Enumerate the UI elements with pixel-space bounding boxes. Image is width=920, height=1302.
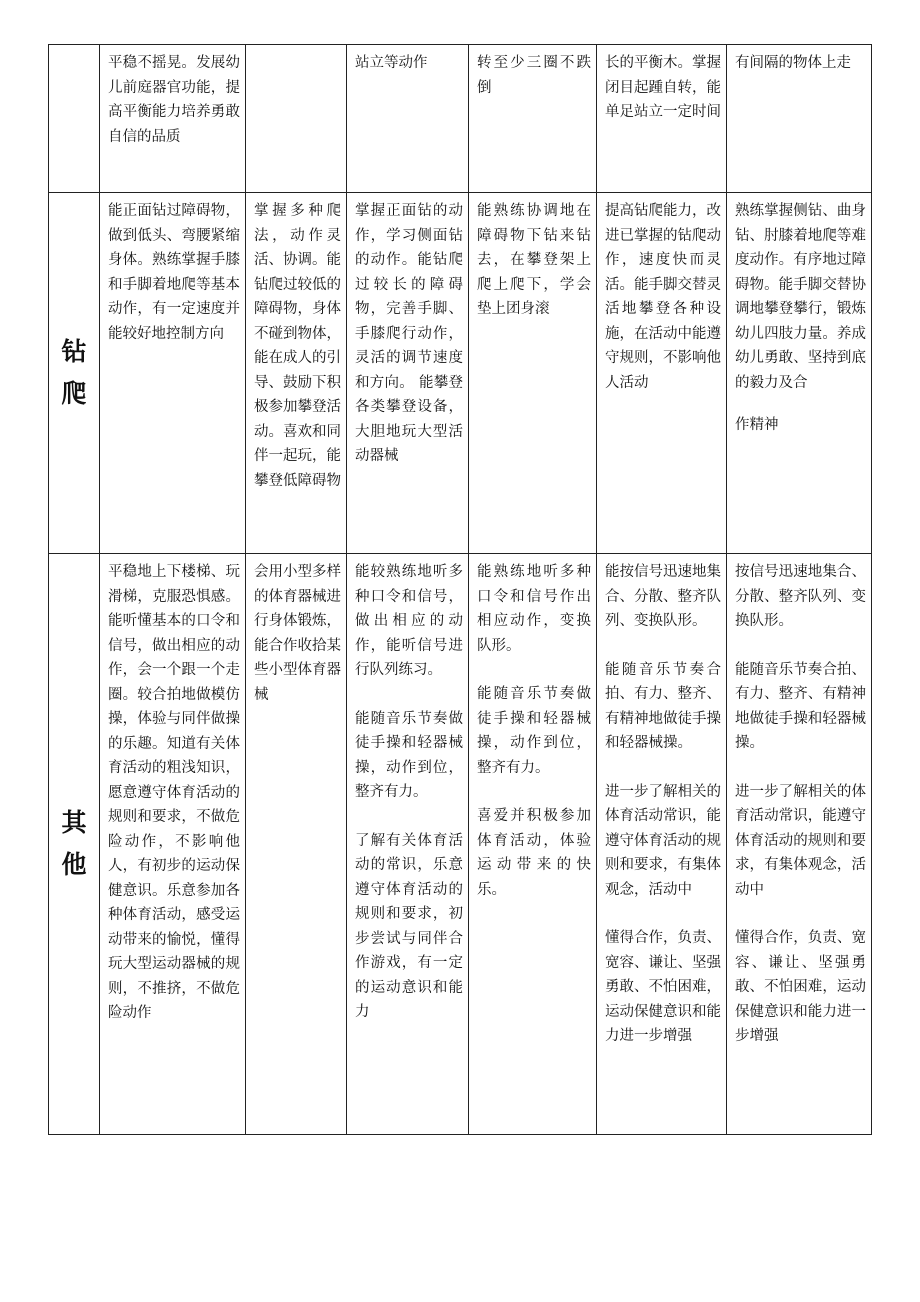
cell-paragraph: 平稳地上下楼梯、玩滑梯，克服恐惧感。能听懂基本的口令和信号，做出相应的动作，会一个跟一个走圈。较合拍地做模仿操，体验与同伴做操的乐趣。知道有关体育活动的粗浅知识，愿意遵守体育活动的规则和要求，不做危险动作，不影响他人，有初步的运动保健意识。乐意参加各种体育活动，感受运动带来的愉悦，懂得玩大型运动器械的规则，不推挤，不做危险动作 <box>108 564 240 1021</box>
table-cell <box>347 554 469 1135</box>
cell-paragraph: 懂得合作，负责、宽容、谦让、坚强勇敢、不怕困难，运动保健意识和能力进一步增强 <box>605 930 721 1044</box>
cell-paragraph: 熟练掌握侧钻、曲身钻、肘膝着地爬等难度动作。有序地过障碍物。能手脚交替协调地攀登攀行，锻炼幼儿四肢力量。养成幼儿勇敢、坚持到底的毅力及合 <box>735 203 866 391</box>
table-cell <box>347 45 469 193</box>
cell-paragraph: 能熟练协调地在障碍物下钻来钻去，在攀登架上爬上爬下，学会垫上团身滚 <box>477 203 591 317</box>
cell-paragraph: 掌握正面钻的动作，学习侧面钻的动作。能钻爬过较长的障碍物，完善手脚、手膝爬行动作，灵活的调节速度和方向。 能攀登各类攀登设备，大胆地玩大型活动器械 <box>355 203 463 464</box>
table-cell <box>727 554 872 1135</box>
cell-paragraph: 懂得合作，负责、宽容、谦让、坚强勇敢、不怕困难，运动保健意识和能力进一步增强 <box>735 930 866 1044</box>
cell-paragraph: 喜爱并积极参加体育活动，体验运动带来的快乐。 <box>477 808 591 898</box>
category-cell <box>49 554 100 1135</box>
cell-paragraph: 会用小型多样的体育器械进行身体锻炼，能合作收拾某些小型体育器械 <box>254 564 341 703</box>
category-label: 钻爬 <box>61 337 87 408</box>
cell-paragraph: 掌握多种爬法，动作灵活、协调。能钻爬过较低的障碍物，身体不碰到物体，能在成人的引导、鼓励下积极参加攀登活动。喜欢和同伴一起玩，能攀登低障碍物 <box>254 203 341 489</box>
cell-paragraph: 转至少三圈不跌倒 <box>477 55 591 96</box>
cell-paragraph: 能随音乐节奏合拍、有力、整齐、有精神地做徒手操和轻器械操。 <box>735 661 866 751</box>
table-row-balance-continued <box>49 45 872 193</box>
cell-paragraph: 进一步了解相关的体育活动常识，能遵守体育活动的规则和要求，有集体观念，活动中 <box>605 783 721 898</box>
cell-paragraph: 长的平衡木。掌握闭目起踵自转，能单足站立一定时间 <box>605 55 721 120</box>
cell-paragraph: 提高钻爬能力，改进已掌握的钻爬动作，速度快而灵活。能手脚交替灵活地攀登各种设施，在活动中能遵守规则，不影响他人活动 <box>605 203 721 391</box>
cell-paragraph: 了解有关体育活动的常识，乐意遵守体育活动的规则和要求，初步尝试与同伴合作游戏，有一定的运动意识和能力 <box>355 832 463 1020</box>
category-label: 其他 <box>61 808 87 879</box>
table-cell <box>246 45 347 193</box>
table-cell <box>469 45 597 193</box>
table-cell <box>597 193 727 554</box>
cell-paragraph: 能正面钻过障碍物，做到低头、弯腰紧缩身体。熟练掌握手膝和手脚着地爬等基本动作，有一定速度并能较好地控制方向 <box>108 203 240 342</box>
cell-paragraph: 能随音乐节奏做徒手操和轻器械操，动作到位，整齐有力。 <box>477 686 591 776</box>
table-cell <box>246 554 347 1135</box>
table-cell <box>727 45 872 193</box>
table-cell <box>246 193 347 554</box>
category-cell <box>49 193 100 554</box>
cell-paragraph: 能随音乐节奏合拍、有力、整齐、有精神地做徒手操和轻器械操。 <box>605 661 721 751</box>
cell-paragraph: 有间隔的物体上走 <box>735 55 851 71</box>
table-cell <box>727 193 872 554</box>
table-cell <box>347 193 469 554</box>
table-cell <box>100 193 246 554</box>
cell-paragraph: 能按信号迅速地集合、分散、整齐队列、变换队形。 <box>605 564 721 629</box>
table-cell <box>100 554 246 1135</box>
table-cell <box>597 45 727 193</box>
table-cell <box>100 45 246 193</box>
cell-paragraph: 能较熟练地听多种口令和信号，做出相应的动作，能听信号进行队列练习。 <box>355 564 463 678</box>
table-row-crawling <box>49 193 872 554</box>
cell-paragraph: 按信号迅速地集合、分散、整齐队列、变换队形。 <box>735 564 866 629</box>
table-row-other <box>49 554 872 1135</box>
curriculum-table <box>48 44 872 1135</box>
cell-paragraph: 能随音乐节奏做徒手操和轻器械操，动作到位，整齐有力。 <box>355 710 463 800</box>
table-cell <box>597 554 727 1135</box>
cell-paragraph: 能熟练地听多种口令和信号作出相应动作，变换队形。 <box>477 564 591 654</box>
cell-paragraph: 站立等动作 <box>355 55 428 71</box>
table-cell <box>469 193 597 554</box>
cell-paragraph: 作精神 <box>735 417 779 433</box>
cell-paragraph: 平稳不摇晃。发展幼儿前庭器官功能，提高平衡能力培养勇敢自信的品质 <box>108 55 240 145</box>
category-cell <box>49 45 100 193</box>
table-cell <box>469 554 597 1135</box>
cell-paragraph: 进一步了解相关的体育活动常识，能遵守体育活动的规则和要求，有集体观念，活动中 <box>735 783 866 898</box>
